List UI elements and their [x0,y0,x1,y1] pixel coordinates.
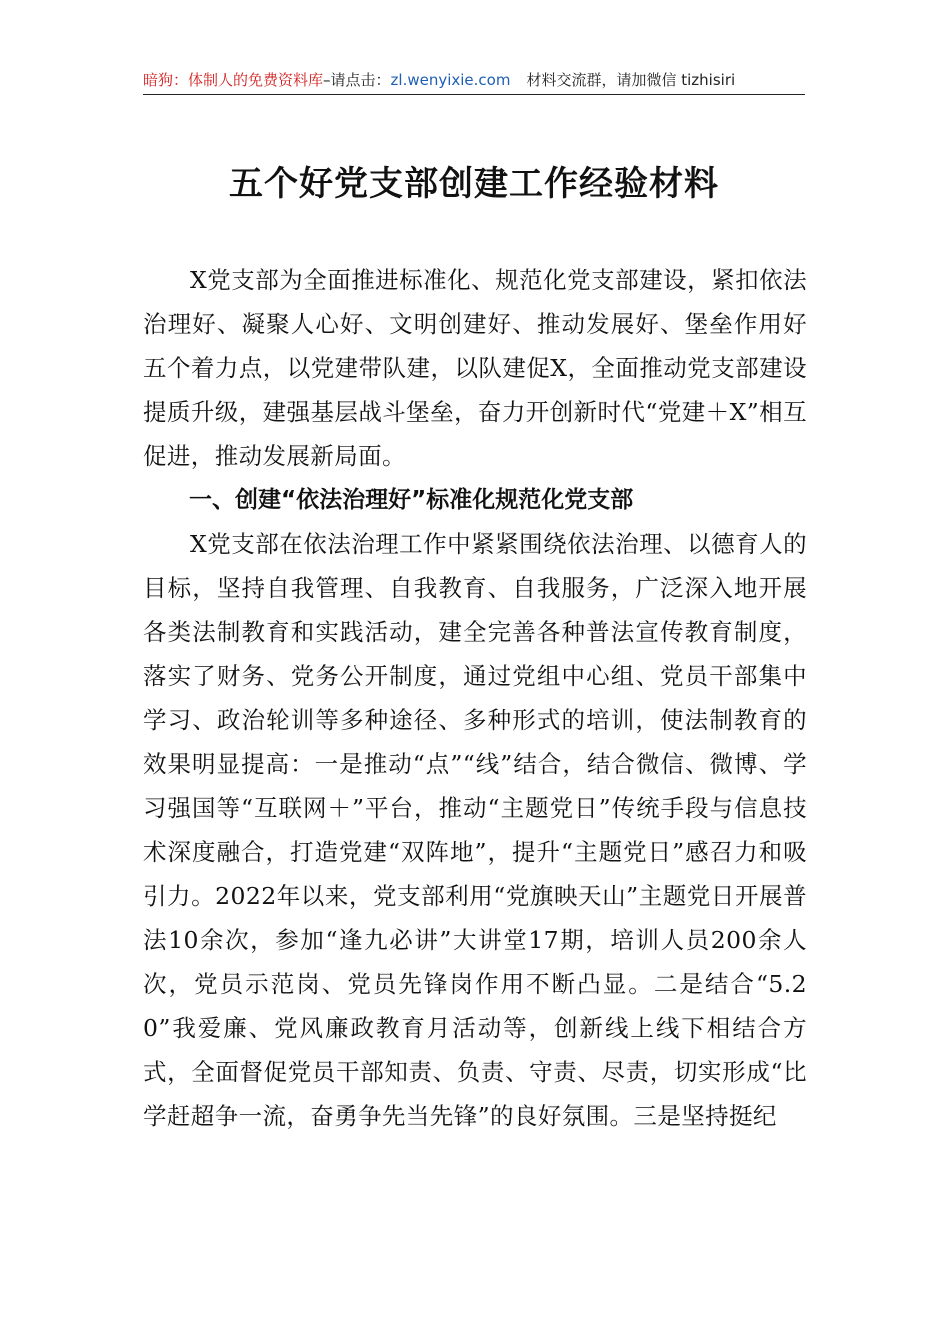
document-body [143,258,807,1138]
header-source: 暗狗：体制人的免费资料库 [143,71,324,89]
page-header [143,66,805,95]
section-heading: 一、创建“依法治理好”标准化规范化党支部 [189,487,634,513]
intro-paragraph: X党支部为全面推进标准化、规范化党支部建设，紧扣依法治理好、凝聚人心好、文明创建好、推动发展好、堡垒作用好五个着力点，以党建带队建，以队建促X，全面推动党支部建设提质升级，建强基层战斗堡垒，奋力开创新时代“党建＋X”相互促进，推动发展新局面。 [143,266,807,470]
section-paragraph: X党支部在依法治理工作中紧紧围绕依法治理、以德育人的目标，坚持自我管理、自我教育、自我服务，广泛深入地开展各类法制教育和实践活动，建全完善各种普法宣传教育制度，落实了财务、党务公开制度，通过党组中心组、党员干部集中学习、政治轮训等多种途径、多种形式的培训，使法制教育的效果明显提高：一是推动“点”“线”结合，结合微信、微博、学习强国等“互联网＋”平台，推动“主题党日”传统手段与信息技术深度融合，打造党建“双阵地”，提升“主题党日”感召力和吸引力。2022年以来，党支部利用“党旗映天山”主题党日开展普法10余次，参加“逢九必讲”大讲堂17期，培训人员200余人次，党员示范岗、党员先锋岗作用不断凸显。二是结合“5.20”我爱廉、党风廉政教育月活动等，创新线上线下相结合方式，全面督促党员干部知责、负责、守责、尽责，切实形成“比学赶超争一流，奋勇争先当先锋”的良好氛围。三是坚持挺纪 [143,530,807,1130]
header-prompt: –请点击： [323,71,391,89]
header-url-link[interactable]: zl.wenyixie.com [390,71,511,89]
document-title: 五个好党支部创建工作经验材料 [229,164,719,204]
header-group-note: 材料交流群，请加微信 tizhisiri [526,71,736,89]
